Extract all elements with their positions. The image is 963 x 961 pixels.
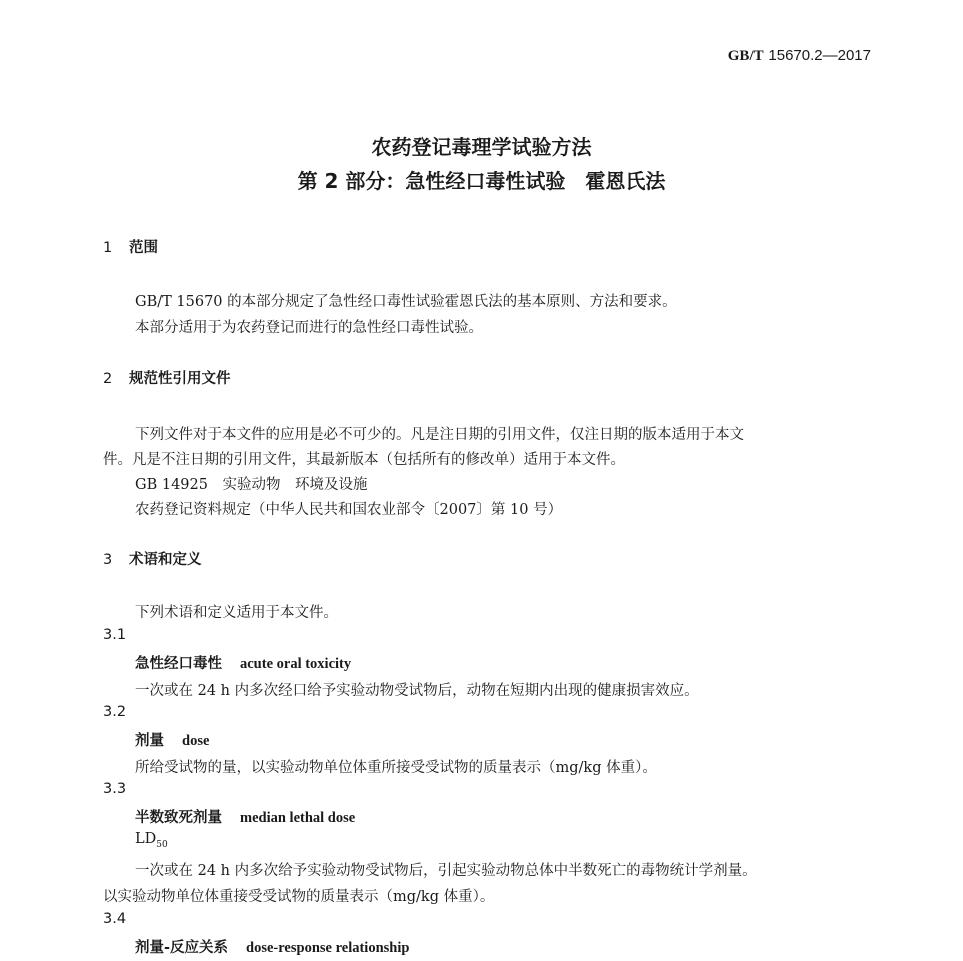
- section-2-heading: [103, 367, 231, 388]
- term-number-3-1: 3.1: [103, 627, 127, 643]
- document-subtitle: 第 2 部分：急性经口毒性试验 霍恩氏法: [297, 169, 666, 193]
- section-2-paragraph-line-1: 下列文件对于本文件的应用是必不可少的。凡是注日期的引用文件，仅注日期的版本适用于本文: [135, 427, 744, 443]
- section-1-paragraph-2: 本部分适用于为农药登记而进行的急性经口毒性试验。: [135, 320, 483, 336]
- term-3-3-abbreviation: [135, 831, 168, 850]
- term-en: acute oral toxicity: [240, 656, 352, 672]
- term-number-3-4: 3.4: [103, 911, 127, 927]
- standard-number: 15670.2—2017: [768, 47, 871, 64]
- reference-item-1: GB 14925 实验动物 环境及设施: [135, 477, 368, 493]
- section-3-heading: [103, 548, 202, 569]
- term-number-3-3: 3.3: [103, 781, 127, 797]
- section-number: 3: [103, 552, 113, 568]
- term-3-2-definition: 所给受试物的量，以实验动物单位体重所接受受试物的质量表示（mg/kg 体重）。: [135, 760, 657, 776]
- term-en: dose-response relationship: [246, 940, 410, 956]
- term-en: dose: [182, 733, 210, 749]
- section-number: 1: [103, 240, 113, 256]
- section-3-intro: 下列术语和定义适用于本文件。: [135, 605, 338, 621]
- term-3-1-definition: 一次或在 24 h 内多次经口给予实验动物受试物后，动物在短期内出现的健康损害效应。: [135, 683, 699, 699]
- term-en: median lethal dose: [240, 810, 356, 826]
- term-zh: 剂量: [135, 733, 164, 749]
- reference-item-2: 农药登记资料规定（中华人民共和国农业部令〔2007〕第 10 号）: [135, 502, 563, 518]
- term-zh: 剂量-反应关系: [135, 940, 229, 956]
- abbreviation-subscript: 50: [156, 839, 168, 850]
- standard-code: [728, 46, 871, 65]
- abbreviation-main: LD: [135, 831, 157, 847]
- standard-prefix: GB/T: [727, 48, 764, 64]
- term-3-3-definition-line-2: 以实验动物单位体重接受受试物的质量表示（mg/kg 体重）。: [103, 889, 495, 905]
- term-3-4: [135, 936, 409, 957]
- term-zh: 急性经口毒性: [135, 656, 222, 672]
- section-2-paragraph-line-2: 件。凡是不注日期的引用文件，其最新版本（包括所有的修改单）适用于本文件。: [103, 452, 625, 468]
- term-3-2: [135, 729, 209, 750]
- term-number-3-2: 3.2: [103, 704, 127, 720]
- section-number: 2: [103, 371, 113, 387]
- section-title: 规范性引用文件: [129, 371, 231, 387]
- section-1-paragraph-1: GB/T 15670 的本部分规定了急性经口毒性试验霍恩氏法的基本原则、方法和要求。: [135, 294, 677, 310]
- term-3-3-definition-line-1: 一次或在 24 h 内多次给予实验动物受试物后，引起实验动物总体中半数死亡的毒物统计学剂量。: [135, 863, 757, 879]
- section-title: 术语和定义: [129, 552, 202, 568]
- section-1-heading: [103, 236, 158, 257]
- document-title: 农药登记毒理学试验方法: [371, 135, 592, 159]
- term-zh: 半数致死剂量: [135, 810, 222, 826]
- term-3-3: [135, 806, 355, 827]
- section-title: 范围: [129, 240, 158, 256]
- term-3-1: [135, 652, 351, 673]
